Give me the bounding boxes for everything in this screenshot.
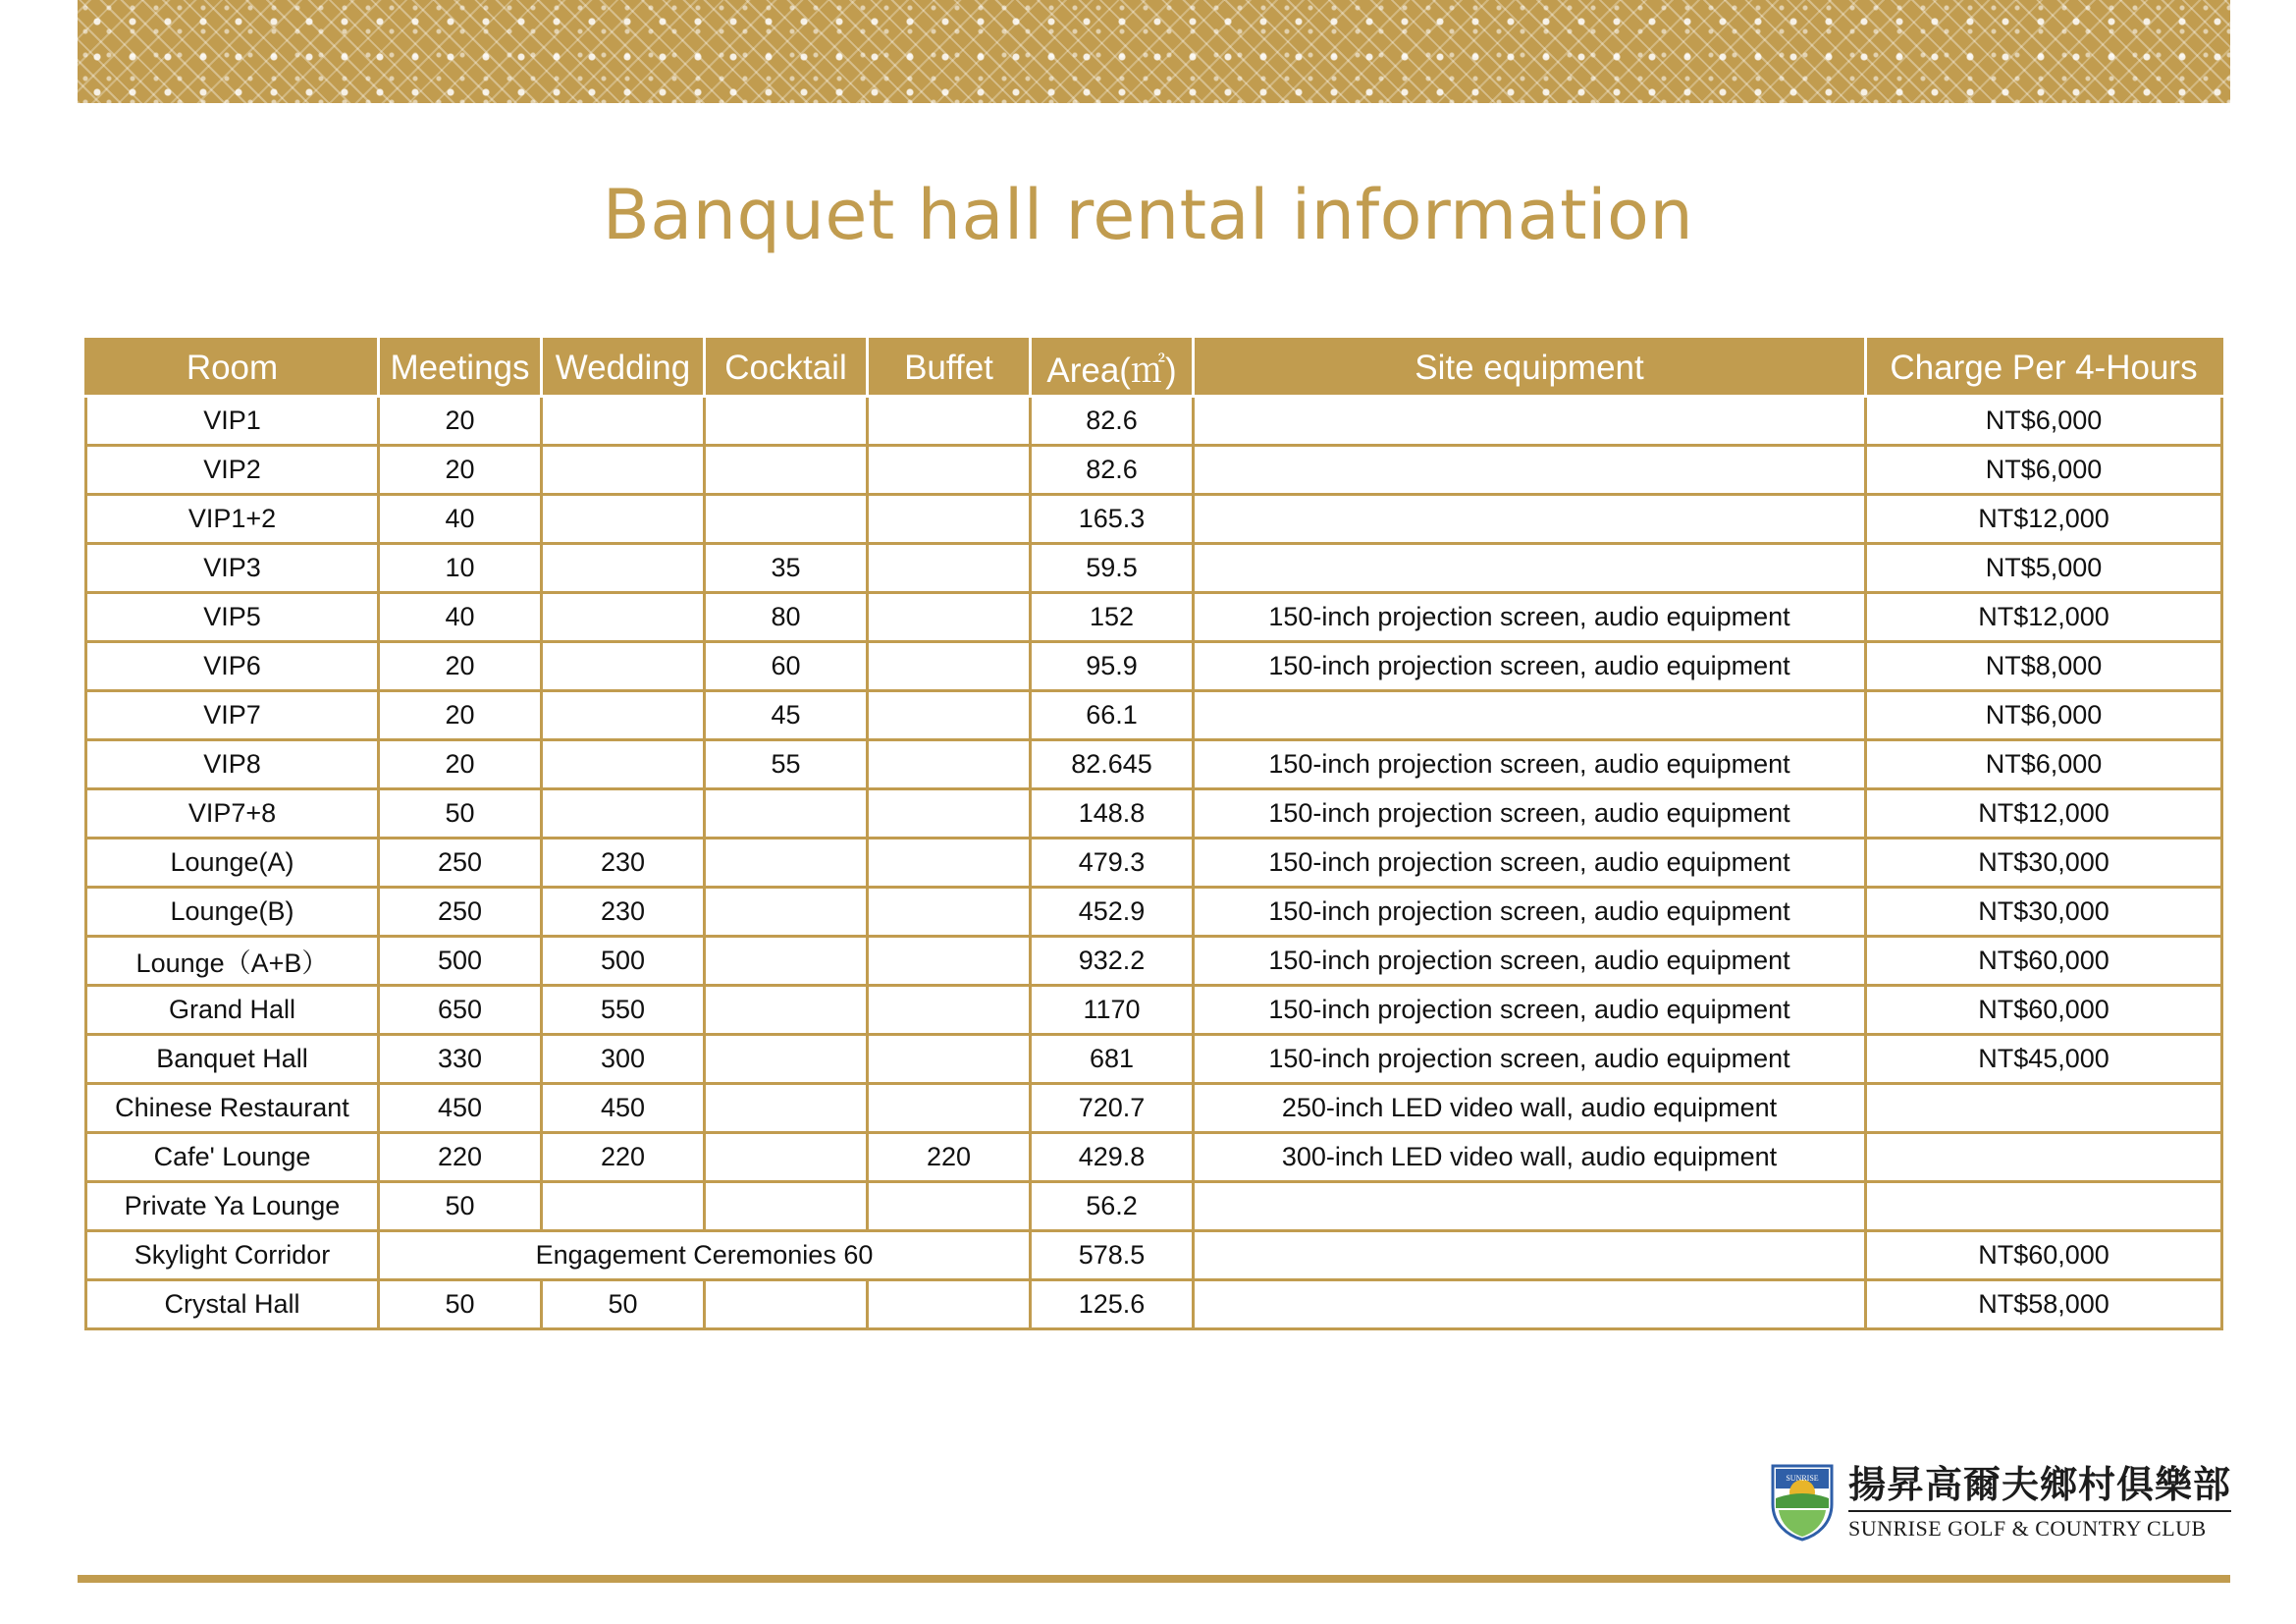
cell-wedding	[542, 789, 705, 839]
table-row	[86, 593, 2222, 642]
cell-cocktail	[705, 937, 868, 986]
table-row	[86, 1035, 2222, 1084]
cell-wedding	[542, 446, 705, 495]
cell-wedding: 230	[542, 888, 705, 937]
decorative-banner	[78, 0, 2230, 103]
cell-cocktail	[705, 986, 868, 1035]
cell-room: VIP1	[86, 397, 379, 446]
header-area: Area(㎡)	[1031, 340, 1194, 397]
cell-wedding	[542, 495, 705, 544]
cell-buffet	[868, 593, 1031, 642]
table-row	[86, 789, 2222, 839]
cell-site-equipment: 150-inch projection screen, audio equipment	[1194, 642, 1866, 691]
cell-charge: NT$12,000	[1866, 789, 2222, 839]
cell-cocktail	[705, 1133, 868, 1182]
cell-room: VIP5	[86, 593, 379, 642]
table-row	[86, 740, 2222, 789]
cell-buffet	[868, 1035, 1031, 1084]
cell-area: 59.5	[1031, 544, 1194, 593]
cell-site-equipment: 150-inch projection screen, audio equipment	[1194, 740, 1866, 789]
cell-site-equipment: 300-inch LED video wall, audio equipment	[1194, 1133, 1866, 1182]
cell-charge: NT$30,000	[1866, 839, 2222, 888]
rental-table	[84, 338, 2223, 1330]
page-title: Banquet hall rental information	[602, 175, 1694, 255]
cell-area: 82.6	[1031, 397, 1194, 446]
cell-site-equipment: 150-inch projection screen, audio equipment	[1194, 839, 1866, 888]
cell-area: 720.7	[1031, 1084, 1194, 1133]
cell-room: VIP1+2	[86, 495, 379, 544]
cell-site-equipment	[1194, 446, 1866, 495]
cell-cocktail	[705, 397, 868, 446]
cell-area: 125.6	[1031, 1280, 1194, 1329]
cell-site-equipment	[1194, 1280, 1866, 1329]
cell-buffet	[868, 446, 1031, 495]
header-wedding: Wedding	[542, 340, 705, 397]
table-row	[86, 839, 2222, 888]
cell-room: VIP2	[86, 446, 379, 495]
cell-meetings: 10	[379, 544, 542, 593]
cell-wedding: 230	[542, 839, 705, 888]
cell-wedding: 450	[542, 1084, 705, 1133]
cell-buffet	[868, 888, 1031, 937]
header-cocktail: Cocktail	[705, 340, 868, 397]
cell-room: VIP8	[86, 740, 379, 789]
cell-charge: NT$60,000	[1866, 986, 2222, 1035]
cell-site-equipment	[1194, 397, 1866, 446]
cell-area: 429.8	[1031, 1133, 1194, 1182]
cell-cocktail	[705, 1035, 868, 1084]
cell-wedding: 300	[542, 1035, 705, 1084]
cell-room: VIP6	[86, 642, 379, 691]
cell-buffet	[868, 397, 1031, 446]
cell-meetings: 330	[379, 1035, 542, 1084]
cell-buffet	[868, 544, 1031, 593]
cell-meetings: 20	[379, 691, 542, 740]
table-row	[86, 446, 2222, 495]
cell-cocktail: 55	[705, 740, 868, 789]
cell-site-equipment	[1194, 544, 1866, 593]
cell-area: 1170	[1031, 986, 1194, 1035]
table-row	[86, 1084, 2222, 1133]
cell-site-equipment	[1194, 1231, 1866, 1280]
cell-area: 152	[1031, 593, 1194, 642]
cell-buffet	[868, 642, 1031, 691]
cell-meetings: 650	[379, 986, 542, 1035]
cell-meetings: 20	[379, 642, 542, 691]
table-row	[86, 986, 2222, 1035]
cell-meetings: 40	[379, 495, 542, 544]
cell-room: VIP3	[86, 544, 379, 593]
cell-area: 681	[1031, 1035, 1194, 1084]
cell-cocktail: 35	[705, 544, 868, 593]
header-meetings: Meetings	[379, 340, 542, 397]
cell-meetings: 250	[379, 839, 542, 888]
table-row	[86, 544, 2222, 593]
table-row	[86, 1280, 2222, 1329]
cell-cocktail: 80	[705, 593, 868, 642]
cell-charge: NT$60,000	[1866, 937, 2222, 986]
cell-buffet	[868, 789, 1031, 839]
cell-wedding	[542, 1182, 705, 1231]
cell-cocktail	[705, 446, 868, 495]
cell-area: 56.2	[1031, 1182, 1194, 1231]
club-name-chinese: 揚昇高爾夫鄉村俱樂部	[1848, 1462, 2232, 1506]
club-emblem-icon	[1770, 1463, 1835, 1542]
cell-buffet	[868, 1280, 1031, 1329]
header-charge: Charge Per 4-Hours	[1866, 340, 2222, 397]
club-logo	[1770, 1463, 2231, 1542]
cell-site-equipment: 150-inch projection screen, audio equipment	[1194, 937, 1866, 986]
header-buffet: Buffet	[868, 340, 1031, 397]
cell-charge: NT$6,000	[1866, 446, 2222, 495]
cell-room: Chinese Restaurant	[86, 1084, 379, 1133]
table-row	[86, 495, 2222, 544]
cell-site-equipment: 150-inch projection screen, audio equipment	[1194, 888, 1866, 937]
cell-meetings: 20	[379, 740, 542, 789]
cell-room: Lounge（A+B）	[86, 937, 379, 986]
cell-cocktail	[705, 1280, 868, 1329]
cell-site-equipment: 250-inch LED video wall, audio equipment	[1194, 1084, 1866, 1133]
cell-meetings: 20	[379, 397, 542, 446]
cell-charge: NT$8,000	[1866, 642, 2222, 691]
cell-cocktail	[705, 789, 868, 839]
cell-meetings: 20	[379, 446, 542, 495]
cell-charge: NT$58,000	[1866, 1280, 2222, 1329]
table-row	[86, 1182, 2222, 1231]
cell-charge: NT$60,000	[1866, 1231, 2222, 1280]
cell-room: Banquet Hall	[86, 1035, 379, 1084]
cell-site-equipment	[1194, 1182, 1866, 1231]
cell-area: 452.9	[1031, 888, 1194, 937]
cell-buffet	[868, 839, 1031, 888]
cell-wedding	[542, 740, 705, 789]
cell-room: VIP7+8	[86, 789, 379, 839]
cell-area: 148.8	[1031, 789, 1194, 839]
table-row	[86, 397, 2222, 446]
cell-site-equipment: 150-inch projection screen, audio equipment	[1194, 593, 1866, 642]
cell-cocktail: 60	[705, 642, 868, 691]
cell-meetings: 50	[379, 1182, 542, 1231]
cell-room: Private Ya Lounge	[86, 1182, 379, 1231]
cell-buffet	[868, 691, 1031, 740]
cell-area: 66.1	[1031, 691, 1194, 740]
cell-room: Crystal Hall	[86, 1280, 379, 1329]
cell-buffet	[868, 1182, 1031, 1231]
footer-divider	[78, 1575, 2230, 1583]
cell-wedding: 500	[542, 937, 705, 986]
cell-room: Lounge(B)	[86, 888, 379, 937]
cell-wedding: 50	[542, 1280, 705, 1329]
table-row	[86, 888, 2222, 937]
cell-site-equipment: 150-inch projection screen, audio equipment	[1194, 1035, 1866, 1084]
cell-charge	[1866, 1133, 2222, 1182]
cell-buffet	[868, 1084, 1031, 1133]
cell-charge	[1866, 1182, 2222, 1231]
cell-site-equipment	[1194, 495, 1866, 544]
cell-meetings: 40	[379, 593, 542, 642]
cell-site-equipment	[1194, 691, 1866, 740]
cell-room: Cafe' Lounge	[86, 1133, 379, 1182]
cell-area: 932.2	[1031, 937, 1194, 986]
cell-charge: NT$12,000	[1866, 593, 2222, 642]
cell-meetings: 220	[379, 1133, 542, 1182]
cell-area: 82.645	[1031, 740, 1194, 789]
cell-wedding: 220	[542, 1133, 705, 1182]
cell-wedding: 550	[542, 986, 705, 1035]
cell-charge: NT$12,000	[1866, 495, 2222, 544]
cell-cocktail: 45	[705, 691, 868, 740]
cell-meetings: 50	[379, 1280, 542, 1329]
cell-buffet: 220	[868, 1133, 1031, 1182]
cell-site-equipment: 150-inch projection screen, audio equipment	[1194, 789, 1866, 839]
cell-wedding	[542, 544, 705, 593]
cell-charge: NT$45,000	[1866, 1035, 2222, 1084]
cell-charge	[1866, 1084, 2222, 1133]
cell-meetings: 50	[379, 789, 542, 839]
cell-room: Lounge(A)	[86, 839, 379, 888]
cell-area: 479.3	[1031, 839, 1194, 888]
cell-room: Skylight Corridor	[86, 1231, 379, 1280]
cell-area: 165.3	[1031, 495, 1194, 544]
club-name-english: SUNRISE GOLF & COUNTRY CLUB	[1848, 1510, 2231, 1542]
cell-meetings: 500	[379, 937, 542, 986]
table-row	[86, 642, 2222, 691]
cell-buffet	[868, 740, 1031, 789]
cell-charge: NT$6,000	[1866, 691, 2222, 740]
cell-charge: NT$6,000	[1866, 740, 2222, 789]
cell-room: Grand Hall	[86, 986, 379, 1035]
svg-text:SUNRISE: SUNRISE	[1786, 1474, 1819, 1483]
cell-meetings: 250	[379, 888, 542, 937]
cell-buffet	[868, 495, 1031, 544]
header-site-equipment: Site equipment	[1194, 340, 1866, 397]
table-row	[86, 691, 2222, 740]
table-row	[86, 1133, 2222, 1182]
header-room: Room	[86, 340, 379, 397]
cell-buffet	[868, 986, 1031, 1035]
cell-room: VIP7	[86, 691, 379, 740]
cell-charge: NT$5,000	[1866, 544, 2222, 593]
cell-cocktail	[705, 1182, 868, 1231]
cell-charge: NT$6,000	[1866, 397, 2222, 446]
cell-wedding	[542, 593, 705, 642]
table-row	[86, 1231, 2222, 1280]
table-header-row	[86, 340, 2222, 397]
table-row	[86, 937, 2222, 986]
cell-buffet	[868, 937, 1031, 986]
cell-engagement-note: Engagement Ceremonies 60	[379, 1231, 1031, 1280]
cell-wedding	[542, 642, 705, 691]
cell-cocktail	[705, 495, 868, 544]
cell-cocktail	[705, 888, 868, 937]
cell-area: 82.6	[1031, 446, 1194, 495]
cell-cocktail	[705, 1084, 868, 1133]
cell-wedding	[542, 397, 705, 446]
cell-area: 578.5	[1031, 1231, 1194, 1280]
cell-area: 95.9	[1031, 642, 1194, 691]
cell-cocktail	[705, 839, 868, 888]
cell-wedding	[542, 691, 705, 740]
cell-charge: NT$30,000	[1866, 888, 2222, 937]
cell-meetings: 450	[379, 1084, 542, 1133]
cell-site-equipment: 150-inch projection screen, audio equipment	[1194, 986, 1866, 1035]
